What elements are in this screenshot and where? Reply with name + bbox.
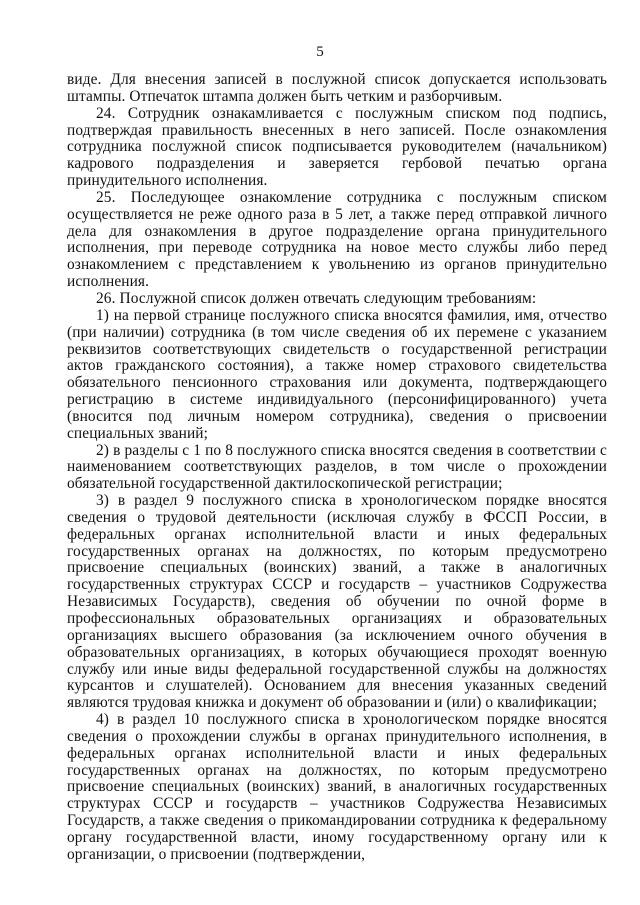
paragraph-subitem-3: 3) в раздел 9 послужного списка в хронологическом порядке вносятся сведения о трудовой деятельности (исключая службу в ФССП России, в федеральных органах исполнительной власти и иных федеральных государственных органах на должностях, по которым предусмотрено присвоение специальных (воинских) званий, а также в аналогичных государственных структурах СССР и государств – участников Содружества Независимых Государств), сведения об обучении по очной форме в профессиональных образовательных организациях и образовательных организациях высшего образования (за исключением очного обучения в образовательных организациях, в которых обучающиеся проходят военную службу или иные виды федеральной государственной службы на должностях курсантов и слушателей). Основанием для внесения указанных сведений являются трудовая книжка и документ об образовании и (или) о квалификации;: [67, 492, 607, 712]
paragraph-item-24: 24. Сотрудник ознакамливается с послужным списком под подпись, подтверждая правильность внесенных в него записей. После ознакомления сотрудника послужной список подписывается руководителем (начальником) кадрового подразделения и заверяется гербовой печатью органа принудительного исполнения.: [67, 104, 607, 190]
paragraph-item-26: 26. Послужной список должен отвечать следующим требованиям:: [96, 289, 537, 307]
paragraph-subitem-4: 4) в раздел 10 послужного списка в хронологическом порядке вносятся сведения о прохождении службы в органах принудительного исполнения, в федеральных органах исполнительной власти и иных федеральных государственных органах на должностях, по которым предусмотрено присвоение специальных (воинских) званий, в аналогичных государственных структурах СССР и государств – участников Содружества Независимых Государств, а также сведения о прикомандировании сотрудника к федеральному органу государственной власти, иному государственному органу или к организации, о присвоении (подтверждении,: [67, 711, 607, 863]
paragraph-continuation: виде. Для внесения записей в послужной список допускается использовать штампы. Отпечаток штампа должен быть четким и разборчивым.: [67, 71, 607, 105]
document-body: [67, 72, 607, 864]
page-number: 5: [316, 44, 324, 60]
paragraph-subitem-2: 2) в разделы с 1 по 8 послужного списка вносятся сведения в соответствии с наименованием соответствующих разделов, в том числе о прохождении обязательной государственной дактилоскопической регистрации;: [67, 441, 607, 493]
paragraph-item-25: 25. Последующее ознакомление сотрудника с послужным списком осуществляется не реже одного раза в 5 лет, а также перед отправкой личного дела для ознакомления в другое подразделение органа принудительного исполнения, при переводе сотрудника на новое место службы либо перед ознакомлением с представлением к увольнению из органов принудительно исполнения.: [67, 188, 607, 291]
paragraph-subitem-1: 1) на первой странице послужного списка вносятся фамилия, имя, отчество (при наличии) сотрудника (в том числе сведения об их перемене с указанием реквизитов соответствующих свидетельств о государственной регистрации актов гражданского состояния), а также номер страхового свидетельства обязательного пенсионного страхования или документа, подтверждающего регистрацию в системе индивидуального (персонифицированного) учета (вносится под личным номером сотрудника), сведения о присвоении специальных званий;: [67, 306, 607, 442]
